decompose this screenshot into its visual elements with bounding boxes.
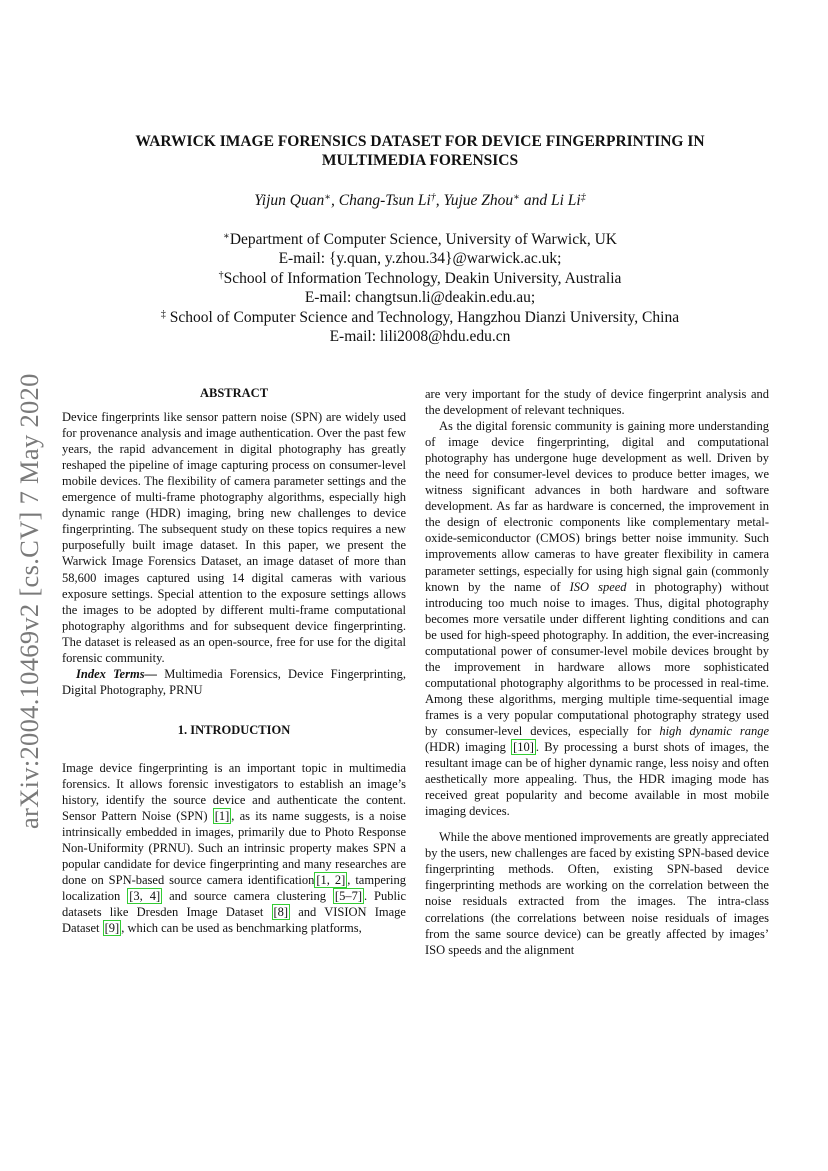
right-column bbox=[425, 386, 769, 958]
citation-link[interactable]: [9] bbox=[104, 921, 120, 936]
citation-link[interactable]: [1] bbox=[214, 809, 230, 824]
author-name: Li Li bbox=[550, 192, 581, 209]
text-run: Image device fingerprinting is an important topic in multimedia forensics. It allows forensic investigators to establish an image’s history, identify the source device and authenticate the content. Sensor Pattern Noise (SPN) bbox=[62, 760, 406, 824]
intro-paragraph bbox=[62, 760, 406, 937]
affiliation-text: School of Information Technology, Deakin University, Australia bbox=[223, 269, 622, 287]
index-terms bbox=[62, 666, 406, 698]
intro-paragraph bbox=[425, 418, 769, 819]
author-name: Yujue Zhou bbox=[443, 192, 514, 209]
title-line: MULTIMEDIA FORENSICS bbox=[321, 152, 519, 169]
author-list: Yijun Quan∗, Chang-Tsun Li†, Yujue Zhou∗ and Li Li‡ bbox=[254, 192, 586, 209]
left-column bbox=[62, 385, 406, 936]
affiliation-text: School of Computer Science and Technology, Hangzhou Dianzi University, China bbox=[165, 308, 680, 326]
text-run: and source camera clustering bbox=[162, 889, 333, 904]
citation-link[interactable]: [3, 4] bbox=[129, 889, 161, 904]
author-mark: ∗ bbox=[513, 192, 520, 203]
affiliation-line bbox=[90, 230, 750, 249]
affiliation-mark: ∗ bbox=[223, 231, 230, 242]
affiliation-text: Department of Computer Science, University of Warwick, UK bbox=[229, 231, 617, 248]
author-name: Yijun Quan bbox=[254, 192, 325, 209]
text-run: in photography) without introducing too much noise to images. Thus, digital photography becomes more versatile under different lighting conditions and can be used for high-speed photography. In addition, the ever-increasing computational power of consumer-level mobile devices brought by the improvement in hardware allows more sophisticated computational photography algorithms to be processed in real-time. Among these algorithms, merging multiple time-sequential image frames is a very popular computational photography strategy used by consumer-level devices, especially for bbox=[425, 579, 770, 738]
author-mark: † bbox=[430, 192, 436, 203]
citation-link[interactable]: [1, 2] bbox=[316, 873, 346, 888]
paragraph-gap bbox=[425, 819, 769, 829]
affiliation-email: E-mail: changtsun.li@deakin.edu.au; bbox=[304, 289, 536, 307]
text-run: , which can be used as benchmarking platforms, bbox=[121, 921, 362, 936]
citation-link[interactable]: [5–7] bbox=[334, 889, 362, 904]
index-terms-text: Multimedia Forensics, Device Fingerprinting, Digital Photography, PRNU bbox=[62, 666, 406, 697]
index-terms-label: Index Terms— bbox=[76, 666, 158, 681]
affiliation-line bbox=[90, 269, 750, 288]
emphasis-text: ISO speed bbox=[569, 579, 627, 594]
intro-paragraph: While the above mentioned improvements are greatly appreciated by the users, new challenges are faced by existing SPN-based device fingerprinting methods. Often, existing SPN-based device fingerprinting methods are working on the correlation between the noise residuals extracted from the images. The intra-class correlations (the correlations between noise residuals of images from the same source device) can be greatly affected by images’ ISO speeds and the alignment bbox=[425, 830, 769, 957]
text-run: and VISION Image Dataset bbox=[62, 905, 406, 936]
affiliation-mark: ‡ bbox=[160, 308, 166, 320]
section-heading: 1. INTRODUCTION bbox=[177, 722, 291, 737]
abstract-text: Device fingerprints like sensor pattern noise (SPN) are widely used for provenance analysis and image authentication. Over the past few years, the rapid advancement in digital photography has greatly reshaped the pipeline of image capturing process on consumer-level mobile devices. The flexibility of camera parameter settings and the emergence of multi-frame photography algorithms, especially high dynamic range (HDR) imaging, bring new challenges to device fingerprinting. The subsequent study on these topics requires a new purposefully built image dataset. In this paper, we present the Warwick Image Forensics Dataset, an image dataset of more than 58,600 images captured using 14 digital cameras with various exposure settings. Special attention to the exposure settings allows the images to be adopted by different multi-frame computational photography algorithms and for subsequent device fingerprinting. The dataset is released as an open-source, free for use for the digital forensic community. bbox=[62, 410, 406, 665]
intro-paragraph-continued: are very important for the study of device fingerprint analysis and the development of relevant techniques. bbox=[425, 387, 769, 418]
author-mark: ∗ bbox=[324, 192, 331, 203]
text-run: , tampering localization bbox=[62, 873, 407, 904]
title-line: WARWICK IMAGE FORENSICS DATASET FOR DEVICE FINGERPRINTING IN bbox=[135, 133, 705, 150]
text-run: As the digital forensic community is gaining more understanding of image device fingerprinting, digital and computational photography has undergone huge development as well. Driven by the need for consumer-level devices to produce better images, we witness significant advances in both hardware and software development. As far as hardware is concerned, the improvement in the design of electronic components like complementary metal-oxide-semiconductor (CMOS) brings better noise immunity. Such improvements allow cameras to have greater flexibility in camera parameter settings, especially for using high signal gain (commonly known by the name of bbox=[425, 419, 769, 594]
author-conjunction: and bbox=[523, 192, 548, 209]
author-name: Chang-Tsun Li bbox=[338, 192, 431, 209]
affiliations bbox=[90, 230, 750, 346]
affiliation-email: E-mail: {y.quan, y.zhou.34}@warwick.ac.uk; bbox=[278, 250, 562, 268]
abstract-heading: ABSTRACT bbox=[199, 386, 269, 400]
emphasis-text: high dynamic range bbox=[659, 723, 770, 738]
citation-link[interactable]: [10] bbox=[513, 740, 534, 755]
affiliation-mark: † bbox=[218, 269, 224, 281]
arxiv-identifier: arXiv:2004.10469v2 [cs.CV] 7 May 2020 bbox=[14, 373, 44, 829]
affiliation-line bbox=[90, 308, 750, 327]
text-run: , as its name suggests, is a noise intrinsically embedded in images, primarily due to Photo Response Non-Uniformity (PRNU). Such an intrinsic property makes SPN a popular candidate for device fingerprinting and many researches are done on SPN-based source camera identification bbox=[62, 809, 406, 888]
text-run: . Public datasets like Dresden Image Dataset bbox=[62, 889, 406, 920]
author-mark: ‡ bbox=[580, 192, 586, 203]
text-run: . By processing a burst shots of images, the resultant image can be of higher dynamic range, less noisy and often aesthetically more appealing. Thus, the HDR imaging mode has received great popularity and become available in most mobile imaging devices. bbox=[425, 740, 770, 819]
paper-title bbox=[90, 132, 750, 170]
text-run: (HDR) imaging bbox=[425, 740, 512, 755]
citation-link[interactable]: [8] bbox=[273, 905, 289, 920]
affiliation-email: E-mail: lili2008@hdu.edu.cn bbox=[329, 328, 511, 346]
